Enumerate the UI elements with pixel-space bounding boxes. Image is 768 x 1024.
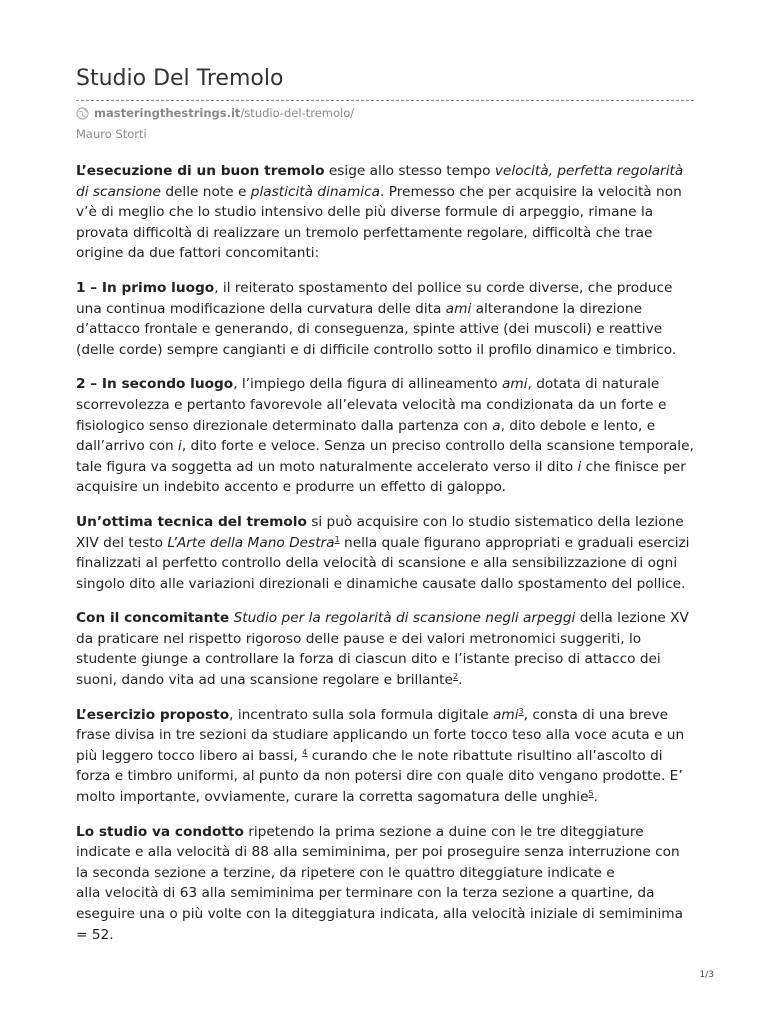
lead-in: 2 – In secondo luogo	[76, 376, 234, 393]
text-run: , incentrato sulla sola formula digitale	[229, 706, 494, 723]
paragraph-intro	[76, 161, 694, 264]
source-path[interactable]: /studio-del-tremolo/	[240, 106, 355, 120]
text-run: , dito forte e veloce. Senza un preciso controllo della scansione temporale, tale figura va soggetta ad un moto naturalmente accelerato verso il dito	[76, 438, 694, 475]
emphasis: i	[577, 458, 582, 475]
author-name: Mauro Storti	[76, 127, 147, 141]
text-run: . Premesso che per acquisire la velocità non v’è di meglio che lo studio intensivo delle più diverse formule di arpeggio, rimane la provata difficoltà di realizzare un tremolo perfettamente regolare, difficoltà che trae origine da due fattori concomitanti:	[76, 183, 682, 262]
lead-in: Con il concomitante	[76, 610, 230, 627]
footnote-link[interactable]: 2	[452, 672, 459, 682]
text-run: si può acquisire con lo studio sistematico della lezione XIV del testo	[76, 513, 684, 551]
source-domain[interactable]: masteringthestrings.it	[94, 106, 241, 120]
emphasis: ami	[445, 300, 472, 317]
page-title: Studio Del Tremolo	[76, 66, 284, 91]
paragraph-technique	[76, 512, 694, 594]
text-run: .	[593, 789, 598, 806]
text-run: ripetendo la prima sezione a duine con le tre diteggiature indicate e alla velocità di 88 alla semiminima, per poi proseguire senza interruzione con la seconda sezione a terzine, da ripetere con le quattro diteggiature indicate e	[76, 823, 680, 881]
footnote-link[interactable]: 4	[302, 747, 308, 757]
page-number: 1/3	[699, 970, 714, 980]
lead-in: L’esecuzione di un buon tremolo	[76, 163, 325, 179]
paragraph-exercise	[76, 705, 694, 808]
paragraph-concomitant	[76, 608, 694, 690]
text-run: esige allo stesso tempo	[324, 163, 495, 179]
text-run: delle note e	[160, 183, 251, 200]
text-run: , consta di una breve frase divisa in tre sezioni da studiare applicando un forte tocco teso alla voce acuta e un più leggero tocco libero ai bassi,	[76, 706, 685, 764]
text-run: che finisce per acquisire un indebito accento e produrre un effetto di galoppo.	[76, 458, 686, 496]
emphasis: a	[492, 417, 501, 434]
text-run: , dito debole e lento, e dall’arrivo con	[76, 417, 656, 455]
lead-in: Lo studio va condotto	[76, 823, 244, 840]
paragraph-first-factor	[76, 278, 694, 360]
text-run: .	[458, 672, 463, 689]
emphasis: Studio per la regolarità di scansione negli arpeggi	[233, 610, 576, 627]
emphasis: i	[178, 438, 182, 455]
emphasis: ami	[493, 706, 519, 723]
article-body	[76, 161, 694, 959]
emphasis: plasticità dinamica	[250, 183, 380, 200]
footnote-link[interactable]: 3	[518, 706, 524, 716]
footnote-link[interactable]: 5	[588, 789, 594, 799]
emphasis: ami	[501, 376, 528, 393]
text-run: curando che le note ribattute risultino all’ascolto di forza e timbro uniformi, al punto da non potersi dire con quale dito vengano prodotte. E’ molto importante, ovviamente, curare la corretta sagomatura delle unghie	[76, 747, 683, 806]
lead-in: 1 – In primo luogo	[76, 279, 215, 296]
text-run: alterandone la direzione d’attacco frontale e generando, di conseguenza, spinte attive (dei muscoli) e reattive (delle corde) sempre cangianti e di difficile controllo sotto il profilo dinamico e timbrico.	[76, 300, 677, 358]
emphasis: L’Arte della Mano Destra	[167, 534, 335, 551]
globe-icon	[76, 107, 89, 120]
text-run: , l’impiego della figura di allineamento	[233, 376, 502, 393]
text-run: nella quale figurano appropriati e graduali esercizi finalizzati al perfetto controllo della velocità di scansione e alla sensibilizzazione di ogni singolo dito alle variazioni direzionali e dinamiche causate dallo spostamento del pollice.	[76, 534, 690, 592]
emphasis: velocità, perfetta regolarità di scansione	[76, 163, 684, 200]
text-run: , dotata di naturale scorrevolezza e pertanto favorevole all’elevata velocità ma condizionata da un forte e fisiologico senso direzionale determinato dalla partenza con	[76, 376, 667, 434]
paragraph-second-factor	[76, 374, 694, 498]
paragraph-method	[76, 822, 694, 946]
text-run: alla velocità di 63 alla semiminima per terminare con la terza sezione a quartine, da eseguire una o più volte con la diteggiatura indicata, alla velocità iniziale di semiminima = 52.	[76, 885, 684, 943]
footnote-link[interactable]: 1	[334, 534, 340, 544]
source-link[interactable]	[76, 106, 354, 120]
text-run: della lezione XV da praticare nel rispetto rigoroso delle pause e dei valori metronomici suggeriti, lo studente giunge a controllare la forza di ciascun dito e l’istante preciso di attacco dei suoni, dando vita ad una scansione regolare e brillante	[76, 610, 689, 689]
title-divider	[76, 100, 694, 101]
lead-in: Un’ottima tecnica del tremolo	[76, 513, 307, 530]
lead-in: L’esercizio proposto	[76, 706, 230, 723]
text-run: , il reiterato spostamento del pollice su corde diverse, che produce una continua modificazione della curvatura delle dita	[76, 279, 673, 317]
